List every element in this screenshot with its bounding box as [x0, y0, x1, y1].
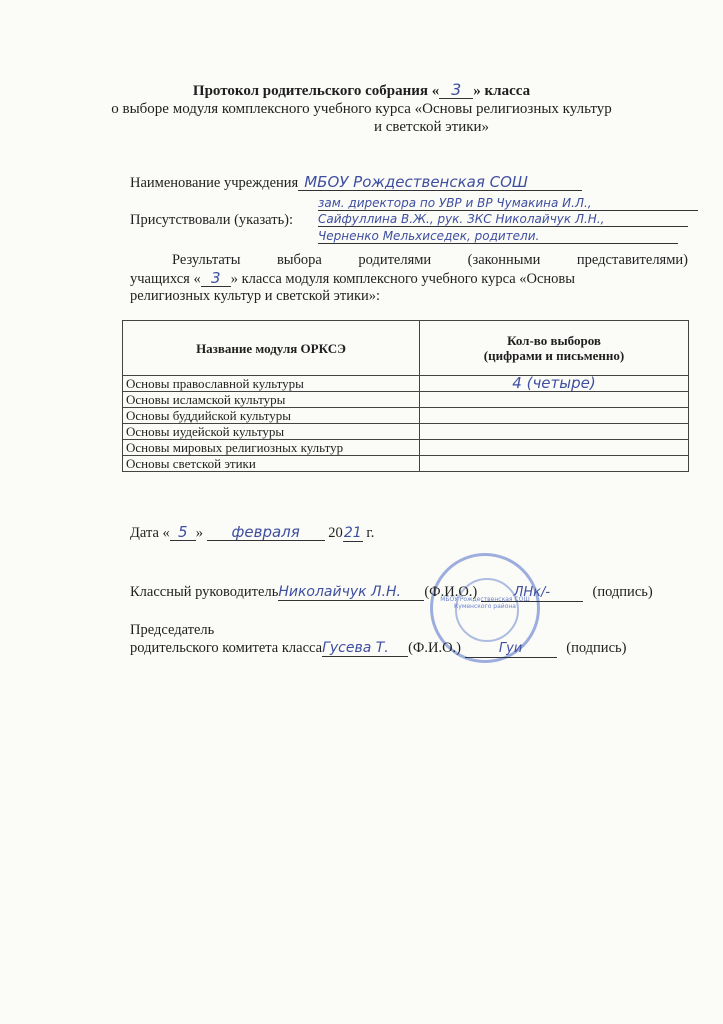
present-line2: Сайфуллина В.Ж., рук. ЗКС Николайчук Л.Н., — [318, 212, 688, 227]
table-row — [123, 424, 689, 440]
teacher-sign-label: (подпись) — [592, 584, 653, 600]
module-cell: Основы исламской культуры — [123, 392, 420, 408]
table-row — [123, 440, 689, 456]
results-class-number: 3 — [201, 270, 231, 287]
protocol-subtitle-line1: о выборе модуля комплексного учебного курса «Основы религиозных культур — [111, 101, 612, 117]
results-line2-suffix: » класса модуля комплексного учебного курса «Основы — [230, 271, 576, 287]
count-cell — [420, 440, 689, 456]
title-prefix: Протокол родительского собрания « — [192, 83, 440, 99]
orkse-table — [122, 320, 689, 472]
count-cell — [420, 408, 689, 424]
count-cell — [420, 392, 689, 408]
col-count-header: Кол-во выборов (цифрами и письменно) — [420, 321, 689, 376]
results-line2 — [130, 270, 688, 288]
date-row — [130, 524, 374, 542]
teacher-fio-label: (Ф.И.О.) — [424, 584, 478, 600]
date-prefix: Дата « — [130, 525, 170, 541]
col-module-header: Название модуля ОРКСЭ — [123, 321, 420, 376]
results-line3: религиозных культур и светской этики»: — [130, 288, 381, 304]
chairman-sign-label: (подпись) — [566, 640, 627, 656]
present-label: Присутствовали (указать): — [130, 212, 294, 228]
module-cell: Основы православной культуры — [123, 376, 420, 392]
date-year-suffix: 21 — [343, 525, 362, 541]
table-header-row — [123, 321, 689, 376]
module-cell: Основы мировых религиозных культур — [123, 440, 420, 456]
module-cell: Основы буддийской культуры — [123, 408, 420, 424]
date-end: г. — [366, 525, 375, 541]
date-day: 5 — [170, 524, 196, 541]
module-cell: Основы иудейской культуры — [123, 424, 420, 440]
table-row — [123, 392, 689, 408]
count-cell — [420, 456, 689, 472]
present-line1: зам. директора по УВР и ВР Чумакина И.Л., — [318, 196, 698, 211]
institution-row — [130, 174, 582, 192]
date-year-prefix: 20 — [328, 525, 343, 541]
institution-label: Наименование учреждения — [130, 175, 299, 191]
institution-value: МБОУ Рождественская СОШ — [298, 174, 582, 191]
module-cell: Основы светской этики — [123, 456, 420, 472]
date-month: февраля — [207, 524, 325, 541]
title-suffix: » класса — [473, 83, 531, 99]
date-mid: » — [195, 525, 204, 541]
results-line2-prefix: учащихся « — [130, 271, 201, 287]
chairman-label-line2: родительского комитета класса — [130, 640, 323, 656]
teacher-label: Классный руководитель — [130, 584, 279, 600]
protocol-title — [0, 82, 723, 100]
chairman-name: Гусева Т. — [322, 640, 408, 657]
chairman-label-line1: Председатель — [130, 622, 215, 638]
count-cell: 4 (четыре) — [420, 376, 689, 392]
table-row — [123, 376, 689, 392]
chairman-row — [130, 640, 626, 658]
teacher-row — [130, 584, 653, 602]
chairman-signature: Гуи — [465, 641, 557, 658]
present-line3: Черненко Мельхиседек, родители. — [318, 229, 678, 244]
protocol-subtitle-line2: и светской этики» — [373, 119, 490, 135]
table-row — [123, 456, 689, 472]
results-line1: Результаты выбора родителями (законными представителями) — [172, 252, 688, 268]
table-row — [123, 408, 689, 424]
title-class-number: 3 — [439, 82, 473, 99]
teacher-signature: ЛНк/- — [481, 585, 583, 602]
teacher-name: Николайчук Л.Н. — [278, 584, 424, 601]
chairman-fio-label: (Ф.И.О.) — [408, 640, 461, 656]
stamp-text: МБОУ Рождественская СОШ Куменского района — [440, 596, 530, 610]
count-cell — [420, 424, 689, 440]
